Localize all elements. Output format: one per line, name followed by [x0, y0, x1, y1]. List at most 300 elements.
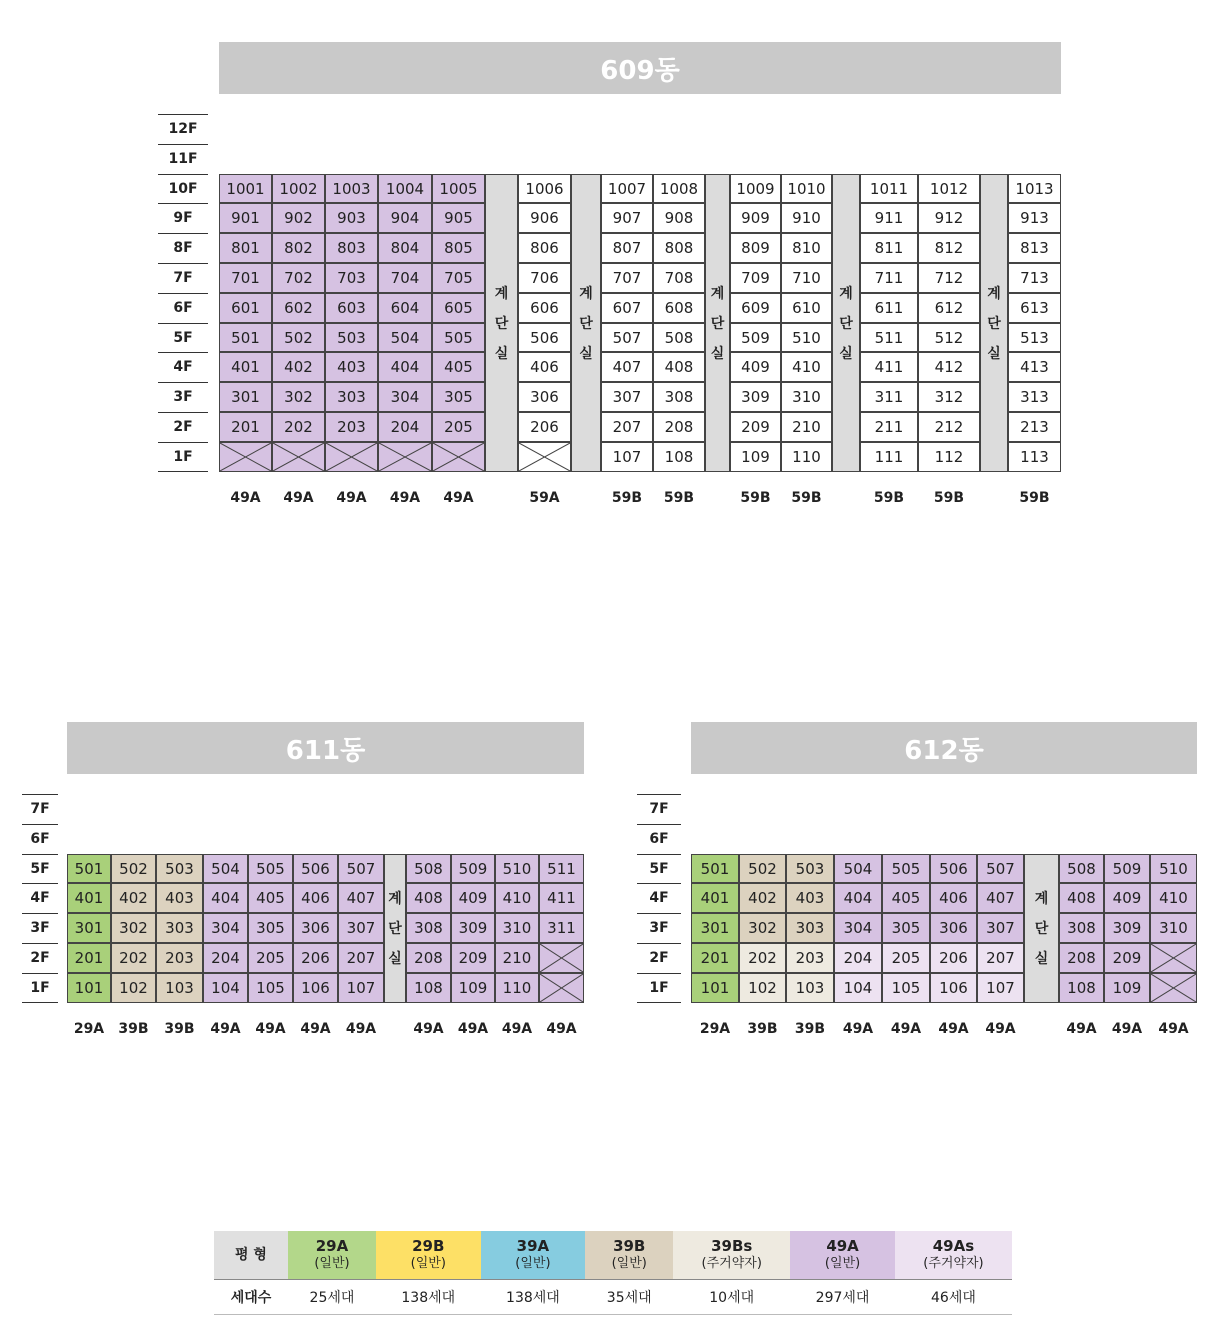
legend-type-name: 39B — [613, 1237, 646, 1255]
legend-type-39bs — [673, 1231, 790, 1280]
floor-label: 2F — [637, 943, 681, 973]
unit-cell: 409 — [1104, 883, 1150, 913]
unit-cell: 508 — [1059, 854, 1104, 884]
unit-cell: 102 — [739, 973, 786, 1003]
unit-cell: 410 — [781, 352, 832, 382]
unit-cell: 705 — [432, 263, 485, 293]
unit-cell: 708 — [653, 263, 705, 293]
unit-cell: 103 — [786, 973, 834, 1003]
unit-type-label: 49A — [842, 1021, 874, 1037]
stairwell-label-char: 계 — [839, 285, 853, 302]
unit-cell: 405 — [882, 883, 930, 913]
unit-cell: 1001 — [219, 174, 272, 204]
stairwell-label-char: 실 — [710, 345, 725, 362]
unit-cell: 108 — [406, 973, 451, 1003]
unit-cell: 505 — [248, 854, 293, 884]
stairwell-label-char: 단 — [579, 315, 593, 332]
unit-cell: 713 — [1008, 263, 1061, 293]
unit-cell: 502 — [111, 854, 156, 884]
not-built-mark — [540, 974, 583, 1002]
unit-cell: 313 — [1008, 382, 1061, 412]
unit-cell: 401 — [219, 352, 272, 382]
empty-unit-cell — [378, 442, 432, 472]
unit-cell: 306 — [293, 913, 338, 943]
legend-type-sub: (일반) — [314, 1256, 350, 1271]
unit-cell: 110 — [495, 973, 539, 1003]
unit-cell: 305 — [432, 382, 485, 412]
unit-cell: 507 — [601, 323, 653, 353]
unit-type-legend — [214, 1231, 1012, 1315]
unit-cell: 410 — [1150, 883, 1197, 913]
unit-cell: 202 — [272, 412, 325, 442]
unit-cell: 506 — [293, 854, 338, 884]
unit-cell: 410 — [495, 883, 539, 913]
unit-cell: 208 — [406, 943, 451, 973]
stairwell-label-char: 계 — [710, 285, 725, 302]
unit-type-label: 59B — [1019, 490, 1050, 506]
unit-cell: 909 — [730, 203, 781, 233]
unit-cell: 604 — [378, 293, 432, 323]
unit-cell: 812 — [918, 233, 980, 263]
stairwell-label-char: 단 — [987, 315, 1001, 332]
not-built-mark — [1151, 974, 1196, 1002]
stairwell-label-char: 계 — [388, 891, 402, 908]
unit-cell: 702 — [272, 263, 325, 293]
unit-type-label: 39B — [747, 1021, 778, 1037]
unit-cell: 205 — [432, 412, 485, 442]
unit-cell: 905 — [432, 203, 485, 233]
unit-cell: 504 — [378, 323, 432, 353]
floor-label: 7F — [22, 794, 58, 824]
empty-unit-cell — [272, 442, 325, 472]
floor-label: 3F — [158, 382, 208, 412]
unit-cell: 311 — [539, 913, 584, 943]
unit-cell: 908 — [653, 203, 705, 233]
unit-cell: 1004 — [378, 174, 432, 204]
stairwell-label-char: 계 — [494, 285, 509, 302]
building-612-title: 612동 — [691, 722, 1197, 774]
legend-count: 138세대 — [481, 1280, 586, 1315]
not-built-mark — [220, 443, 271, 471]
unit-type-label: 49A — [230, 490, 261, 506]
unit-cell: 204 — [203, 943, 248, 973]
legend-type-sub: (일반) — [515, 1256, 551, 1271]
unit-cell: 503 — [786, 854, 834, 884]
empty-unit-cell — [539, 943, 584, 973]
legend-count-row — [214, 1280, 1012, 1315]
legend-count: 46세대 — [895, 1280, 1012, 1315]
unit-cell: 407 — [601, 352, 653, 382]
unit-cell: 507 — [977, 854, 1024, 884]
unit-cell: 505 — [432, 323, 485, 353]
legend-type-name: 49A — [826, 1237, 859, 1255]
unit-cell: 108 — [1059, 973, 1104, 1003]
unit-cell: 408 — [1059, 883, 1104, 913]
legend-type-header: 평 형 — [214, 1231, 288, 1280]
unit-cell: 206 — [518, 412, 571, 442]
unit-cell: 109 — [451, 973, 495, 1003]
unit-cell: 706 — [518, 263, 571, 293]
stairwell-label-char: 단 — [494, 315, 509, 332]
unit-cell: 1003 — [325, 174, 378, 204]
unit-type-label: 49A — [345, 1021, 377, 1037]
floor-label: 7F — [637, 794, 681, 824]
not-built-mark — [1151, 944, 1196, 972]
unit-cell: 302 — [739, 913, 786, 943]
unit-cell: 1008 — [653, 174, 705, 204]
unit-cell: 1010 — [781, 174, 832, 204]
unit-cell: 308 — [406, 913, 451, 943]
empty-unit-cell — [1150, 943, 1197, 973]
unit-cell: 610 — [781, 293, 832, 323]
unit-cell: 201 — [219, 412, 272, 442]
legend-type-name: 39A — [516, 1237, 550, 1255]
unit-cell: 206 — [930, 943, 977, 973]
floor-label: 1F — [22, 973, 58, 1003]
unit-cell: 712 — [918, 263, 980, 293]
legend-count: 297세대 — [790, 1280, 895, 1315]
unit-type-label: 59B — [873, 490, 905, 506]
floor-label: 3F — [22, 913, 58, 943]
unit-cell: 401 — [67, 883, 111, 913]
unit-cell: 402 — [739, 883, 786, 913]
unit-cell: 301 — [691, 913, 739, 943]
floor-label: 4F — [158, 352, 208, 382]
unit-cell: 207 — [601, 412, 653, 442]
unit-cell: 501 — [67, 854, 111, 884]
unit-cell: 508 — [653, 323, 705, 353]
floor-label: 6F — [22, 824, 58, 854]
unit-cell: 106 — [293, 973, 338, 1003]
unit-cell: 101 — [691, 973, 739, 1003]
unit-cell: 302 — [111, 913, 156, 943]
unit-type-label: 49A — [985, 1021, 1016, 1037]
unit-cell: 811 — [860, 233, 918, 263]
unit-cell: 1009 — [730, 174, 781, 204]
unit-cell: 310 — [495, 913, 539, 943]
unit-cell: 205 — [248, 943, 293, 973]
unit-cell: 408 — [406, 883, 451, 913]
unit-cell: 301 — [219, 382, 272, 412]
stairwell-label-char: 계 — [579, 285, 593, 302]
unit-cell: 209 — [1104, 943, 1150, 973]
unit-cell: 613 — [1008, 293, 1061, 323]
unit-cell: 906 — [518, 203, 571, 233]
legend-type-49as — [895, 1231, 1012, 1280]
unit-type-label: 49A — [546, 1021, 577, 1037]
unit-cell: 304 — [378, 382, 432, 412]
unit-cell: 208 — [653, 412, 705, 442]
stairwell — [980, 174, 1008, 472]
not-built-mark — [519, 443, 570, 471]
stairwell-label-char: 실 — [579, 345, 593, 362]
unit-cell: 104 — [834, 973, 882, 1003]
stairwell — [485, 174, 518, 472]
unit-cell: 507 — [338, 854, 384, 884]
unit-cell: 902 — [272, 203, 325, 233]
stairwell-label-char: 단 — [1034, 921, 1049, 938]
building-609-title: 609동 — [219, 42, 1061, 94]
unit-cell: 403 — [156, 883, 203, 913]
unit-cell: 307 — [977, 913, 1024, 943]
unit-cell: 707 — [601, 263, 653, 293]
unit-cell: 503 — [156, 854, 203, 884]
stairwell-label-char: 실 — [839, 345, 853, 362]
unit-cell: 211 — [860, 412, 918, 442]
unit-cell: 511 — [539, 854, 584, 884]
unit-type-label: 59B — [663, 490, 695, 506]
not-built-mark — [273, 443, 324, 471]
unit-cell: 306 — [930, 913, 977, 943]
unit-cell: 405 — [248, 883, 293, 913]
stairwell-label-char: 실 — [494, 345, 509, 362]
unit-cell: 703 — [325, 263, 378, 293]
legend-type-name: 49As — [932, 1237, 975, 1255]
unit-cell: 309 — [451, 913, 495, 943]
stairwell-label-char: 단 — [839, 315, 853, 332]
unit-cell: 601 — [219, 293, 272, 323]
floor-label: 10F — [158, 174, 208, 204]
empty-unit-cell — [325, 442, 378, 472]
unit-cell: 207 — [338, 943, 384, 973]
unit-cell: 408 — [653, 352, 705, 382]
unit-cell: 109 — [730, 442, 781, 472]
stairwell — [705, 174, 730, 472]
unit-cell: 803 — [325, 233, 378, 263]
unit-cell: 303 — [786, 913, 834, 943]
unit-cell: 311 — [860, 382, 918, 412]
unit-cell: 701 — [219, 263, 272, 293]
unit-cell: 411 — [860, 352, 918, 382]
floor-label: 9F — [158, 203, 208, 233]
unit-cell: 602 — [272, 293, 325, 323]
stairwell — [571, 174, 601, 472]
unit-cell: 406 — [930, 883, 977, 913]
unit-cell: 802 — [272, 233, 325, 263]
unit-cell: 112 — [918, 442, 980, 472]
floor-label: 3F — [637, 913, 681, 943]
unit-type-label: 49A — [443, 490, 474, 506]
unit-cell: 105 — [882, 973, 930, 1003]
unit-cell: 501 — [691, 854, 739, 884]
unit-cell: 409 — [730, 352, 781, 382]
unit-cell: 606 — [518, 293, 571, 323]
unit-type-label: 59B — [933, 490, 965, 506]
unit-type-label: 49A — [283, 490, 314, 506]
unit-cell: 109 — [1104, 973, 1150, 1003]
unit-cell: 404 — [378, 352, 432, 382]
unit-type-label: 49A — [1158, 1021, 1189, 1037]
unit-cell: 404 — [203, 883, 248, 913]
unit-cell: 207 — [977, 943, 1024, 973]
unit-cell: 903 — [325, 203, 378, 233]
floor-label: 5F — [158, 323, 208, 353]
unit-cell: 1007 — [601, 174, 653, 204]
unit-cell: 303 — [325, 382, 378, 412]
unit-cell: 306 — [518, 382, 571, 412]
unit-type-label: 49A — [255, 1021, 286, 1037]
unit-cell: 308 — [653, 382, 705, 412]
legend-type-sub: (주거약자) — [701, 1256, 762, 1271]
unit-cell: 409 — [451, 883, 495, 913]
unit-cell: 612 — [918, 293, 980, 323]
unit-cell: 412 — [918, 352, 980, 382]
unit-cell: 1006 — [518, 174, 571, 204]
stairwell — [384, 854, 406, 1003]
unit-type-label: 39B — [118, 1021, 149, 1037]
unit-cell: 611 — [860, 293, 918, 323]
unit-cell: 201 — [691, 943, 739, 973]
unit-cell: 312 — [918, 382, 980, 412]
building-611-title: 611동 — [67, 722, 584, 774]
floor-label: 7F — [158, 263, 208, 293]
floor-label: 6F — [637, 824, 681, 854]
unit-cell: 104 — [203, 973, 248, 1003]
legend-type-name: 29B — [412, 1237, 445, 1255]
unit-cell: 904 — [378, 203, 432, 233]
floor-label: 2F — [158, 412, 208, 442]
legend-type-sub: (일반) — [410, 1256, 446, 1271]
not-built-mark — [326, 443, 377, 471]
unit-cell: 807 — [601, 233, 653, 263]
unit-type-label: 59B — [611, 490, 643, 506]
unit-cell: 509 — [730, 323, 781, 353]
unit-cell: 402 — [272, 352, 325, 382]
unit-cell: 505 — [882, 854, 930, 884]
unit-cell: 407 — [338, 883, 384, 913]
unit-cell: 204 — [378, 412, 432, 442]
unit-cell: 107 — [338, 973, 384, 1003]
unit-cell: 512 — [918, 323, 980, 353]
unit-cell: 809 — [730, 233, 781, 263]
unit-type-label: 49A — [336, 490, 367, 506]
unit-cell: 113 — [1008, 442, 1061, 472]
unit-cell: 1011 — [860, 174, 918, 204]
unit-cell: 704 — [378, 263, 432, 293]
unit-cell: 1002 — [272, 174, 325, 204]
unit-cell: 203 — [786, 943, 834, 973]
legend-count-header: 세대수 — [214, 1280, 288, 1315]
unit-cell: 911 — [860, 203, 918, 233]
unit-cell: 503 — [325, 323, 378, 353]
legend-type-sub: (일반) — [611, 1256, 647, 1271]
unit-cell: 504 — [834, 854, 882, 884]
empty-unit-cell — [518, 442, 571, 472]
stairwell — [832, 174, 860, 472]
empty-unit-cell — [539, 973, 584, 1003]
not-built-mark — [379, 443, 431, 471]
unit-cell: 508 — [406, 854, 451, 884]
unit-cell: 404 — [834, 883, 882, 913]
unit-cell: 608 — [653, 293, 705, 323]
unit-cell: 307 — [601, 382, 653, 412]
unit-type-label: 49A — [457, 1021, 489, 1037]
stairwell-label-char: 계 — [1034, 891, 1049, 908]
floor-label: 1F — [158, 442, 208, 472]
unit-cell: 502 — [739, 854, 786, 884]
floor-label: 8F — [158, 233, 208, 263]
unit-cell: 403 — [786, 883, 834, 913]
unit-cell: 913 — [1008, 203, 1061, 233]
unit-cell: 912 — [918, 203, 980, 233]
unit-cell: 709 — [730, 263, 781, 293]
unit-cell: 303 — [156, 913, 203, 943]
unit-cell: 411 — [539, 883, 584, 913]
unit-cell: 513 — [1008, 323, 1061, 353]
unit-cell: 307 — [338, 913, 384, 943]
floor-label: 4F — [22, 883, 58, 913]
unit-cell: 710 — [781, 263, 832, 293]
unit-cell: 1005 — [432, 174, 485, 204]
unit-cell: 907 — [601, 203, 653, 233]
unit-cell: 711 — [860, 263, 918, 293]
legend-count: 10세대 — [673, 1280, 790, 1315]
unit-type-label: 39B — [794, 1021, 826, 1037]
unit-cell: 603 — [325, 293, 378, 323]
unit-cell: 210 — [781, 412, 832, 442]
unit-cell: 202 — [111, 943, 156, 973]
unit-cell: 212 — [918, 412, 980, 442]
legend-count: 25세대 — [288, 1280, 376, 1315]
unit-cell: 102 — [111, 973, 156, 1003]
unit-cell: 605 — [432, 293, 485, 323]
legend-type-name: 29A — [315, 1237, 349, 1255]
unit-cell: 406 — [518, 352, 571, 382]
unit-type-label: 39B — [164, 1021, 195, 1037]
floor-label: 5F — [637, 854, 681, 884]
not-built-mark — [433, 443, 484, 471]
unit-cell: 511 — [860, 323, 918, 353]
unit-type-label: 49A — [1066, 1021, 1097, 1037]
floor-label: 5F — [22, 854, 58, 884]
unit-cell: 509 — [1104, 854, 1150, 884]
unit-cell: 403 — [325, 352, 378, 382]
unit-cell: 1013 — [1008, 174, 1061, 204]
legend-type-29b — [376, 1231, 481, 1280]
unit-cell: 308 — [1059, 913, 1104, 943]
unit-cell: 213 — [1008, 412, 1061, 442]
unit-cell: 402 — [111, 883, 156, 913]
unit-cell: 810 — [781, 233, 832, 263]
unit-cell: 107 — [601, 442, 653, 472]
unit-cell: 510 — [495, 854, 539, 884]
stairwell-label-char: 실 — [1034, 951, 1049, 968]
unit-type-label: 49A — [210, 1021, 241, 1037]
unit-cell: 506 — [518, 323, 571, 353]
unit-cell: 413 — [1008, 352, 1061, 382]
empty-unit-cell — [219, 442, 272, 472]
unit-cell: 407 — [977, 883, 1024, 913]
unit-cell: 210 — [495, 943, 539, 973]
unit-cell: 206 — [293, 943, 338, 973]
unit-type-label: 49A — [1111, 1021, 1143, 1037]
unit-cell: 205 — [882, 943, 930, 973]
unit-cell: 309 — [1104, 913, 1150, 943]
unit-cell: 201 — [67, 943, 111, 973]
unit-cell: 103 — [156, 973, 203, 1003]
unit-cell: 108 — [653, 442, 705, 472]
unit-cell: 301 — [67, 913, 111, 943]
unit-cell: 504 — [203, 854, 248, 884]
floor-label: 4F — [637, 883, 681, 913]
stairwell-label-char: 실 — [388, 951, 402, 968]
unit-cell: 813 — [1008, 233, 1061, 263]
empty-unit-cell — [432, 442, 485, 472]
floor-label: 6F — [158, 293, 208, 323]
unit-cell: 305 — [248, 913, 293, 943]
unit-cell: 510 — [781, 323, 832, 353]
unit-cell: 310 — [781, 382, 832, 412]
